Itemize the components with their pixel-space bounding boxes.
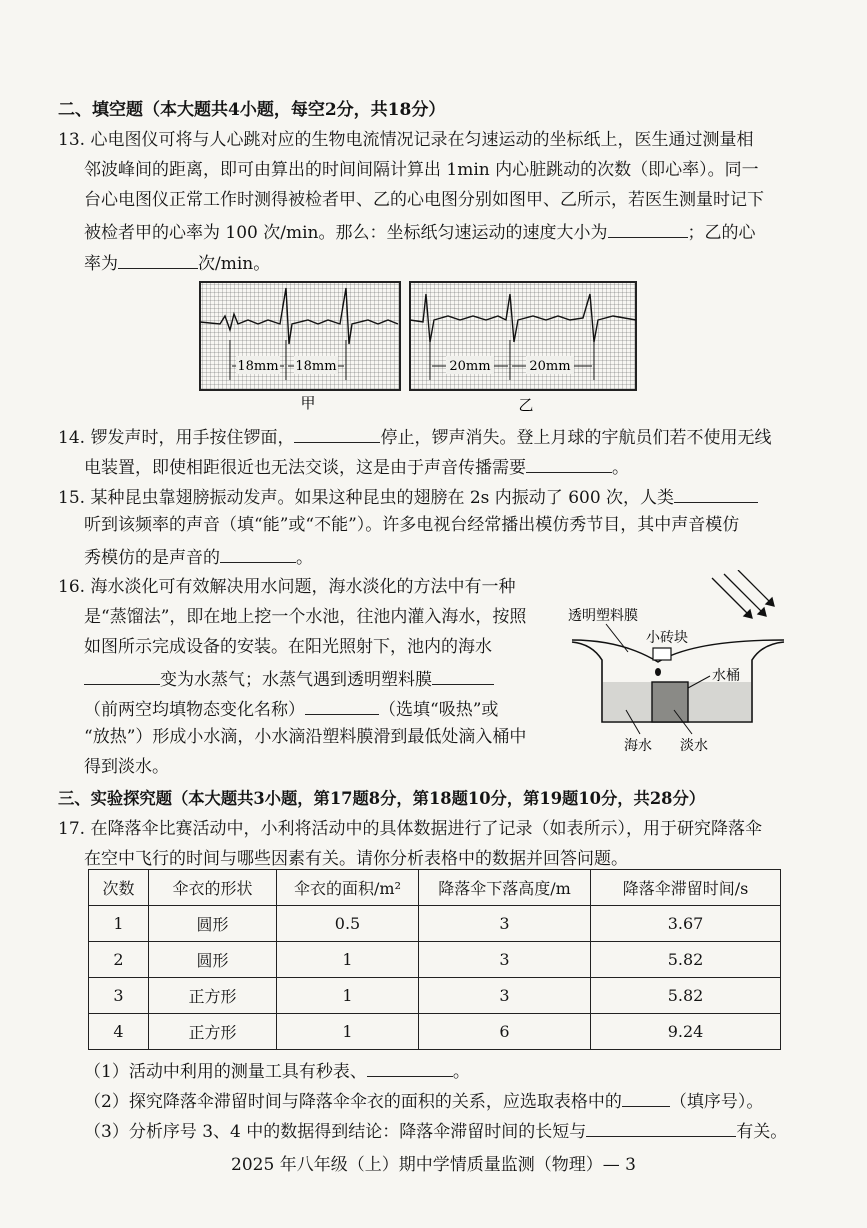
table-row xyxy=(89,942,781,978)
table-cell: 1 xyxy=(277,942,419,978)
table-row xyxy=(89,906,781,942)
q17-sub-1-text: （1）活动中利用的测量工具有秒表、 xyxy=(84,1062,367,1082)
q15-line-3 xyxy=(84,544,313,569)
q16-line-4-text: 变为水蒸气；水蒸气遇到透明塑料膜 xyxy=(160,670,432,690)
q14-line-2-text: 电装置，即使相距很近也无法交谈，这是由于声音传播需要 xyxy=(84,458,526,478)
bucket-label: 水桶 xyxy=(712,668,740,684)
ecg-jia-caption: 甲 xyxy=(300,394,316,412)
answer-blank[interactable] xyxy=(305,696,379,715)
q16-line-2: 是“蒸馏法”，即在地上挖一个水池，往池内灌入海水，按照 xyxy=(84,607,527,627)
table-header: 降落伞滞留时间/s xyxy=(591,870,781,906)
table-cell: 圆形 xyxy=(149,906,277,942)
q17-line-2: 在空中飞行的时间与哪些因素有关。请你分析表格中的数据并回答问题。 xyxy=(84,849,628,869)
table-cell: 3.67 xyxy=(591,906,781,942)
q16-line-3: 如图所示完成设备的安装。在阳光照射下，池内的海水 xyxy=(84,637,492,657)
answer-blank[interactable] xyxy=(294,424,380,443)
q15-line-1 xyxy=(58,484,758,509)
ecg-yi-caption: 乙 xyxy=(518,396,534,414)
sunlight-rays xyxy=(712,570,774,618)
table-cell: 5.82 xyxy=(591,978,781,1014)
q15-line-3-tail: 。 xyxy=(296,548,313,568)
q13-line-2: 邻波峰间的距离，即可由算出的时间间隔计算出 1min 内心脏跳动的次数（即心率）。同一 xyxy=(84,160,759,180)
q17-sub-3-text: （3）分析序号 3、4 中的数据得到结论：降落伞滞留时间的长短与 xyxy=(84,1122,587,1142)
table-cell: 9.24 xyxy=(591,1014,781,1050)
table-cell: 正方形 xyxy=(149,1014,277,1050)
bucket xyxy=(652,682,688,722)
q16-line-5 xyxy=(84,696,498,721)
ecg-figures xyxy=(198,280,648,416)
table-header-row xyxy=(89,870,781,906)
q13-line-4-tail: ；乙的心 xyxy=(687,223,756,243)
q15-line-2: 听到该频率的声音（填“能”或“不能”）。许多电视台经常播出模仿秀节目，其中声音模仿 xyxy=(84,515,740,535)
answer-blank[interactable] xyxy=(84,666,160,685)
brick-label: 小砖块 xyxy=(646,630,688,646)
answer-blank[interactable] xyxy=(526,454,612,473)
q13-line-5 xyxy=(84,250,270,275)
q13-line-3: 台心电图仪正常工作时测得被检者甲、乙的心电图分别如图甲、乙所示，若医生测量时记下 xyxy=(84,190,764,210)
q14-line-1 xyxy=(58,424,771,449)
q13-line-4 xyxy=(84,219,756,244)
table-cell: 1 xyxy=(89,906,149,942)
table-cell: 0.5 xyxy=(277,906,419,942)
ecg-jia-distance-1: 18mm xyxy=(237,359,279,374)
table-cell: 1 xyxy=(277,978,419,1014)
table-cell: 圆形 xyxy=(149,942,277,978)
q14-line-2-tail: 。 xyxy=(612,458,629,478)
ecg-grid-yi xyxy=(410,282,636,390)
answer-blank[interactable] xyxy=(367,1058,453,1077)
q14-line-1-text: 14. 锣发声时，用手按住锣面， xyxy=(58,428,295,448)
table-cell: 1 xyxy=(277,1014,419,1050)
answer-blank[interactable] xyxy=(118,250,198,269)
q17-line-1: 17. 在降落伞比赛活动中，小利将活动中的具体数据进行了记录（如表所示），用于研究降落伞 xyxy=(58,819,762,839)
distillation-figure xyxy=(562,570,802,760)
answer-blank[interactable] xyxy=(622,1088,670,1107)
q16-line-1: 16. 海水淡化可有效解决用水问题，海水淡化的方法中有一种 xyxy=(58,577,516,597)
q17-sub-2-tail: （填序号）。 xyxy=(669,1092,764,1112)
q17-sub-3 xyxy=(84,1118,787,1143)
answer-blank[interactable] xyxy=(220,544,296,563)
table-cell: 3 xyxy=(419,978,591,1014)
table-cell: 6 xyxy=(419,1014,591,1050)
table-cell: 3 xyxy=(419,906,591,942)
q17-sub-1-tail: 。 xyxy=(452,1062,470,1082)
brick xyxy=(653,648,671,660)
table-cell: 正方形 xyxy=(149,978,277,1014)
ecg-yi-distance-1: 20mm xyxy=(449,359,491,374)
table-row xyxy=(89,978,781,1014)
parachute-data-table xyxy=(88,869,781,1050)
q14-line-1-tail: 停止，锣声消失。登上月球的宇航员们若不使用无线 xyxy=(380,428,772,448)
q13-line-4-text: 被检者甲的心率为 100 次/min。那么：坐标纸匀速运动的速度大小为 xyxy=(84,223,608,243)
table-header: 伞衣的形状 xyxy=(149,870,277,906)
table-header: 伞衣的面积/m² xyxy=(277,870,419,906)
q16-line-4 xyxy=(84,666,494,691)
seawater-label: 海水 xyxy=(624,738,652,754)
q17-sub-2-text: （2）探究降落伞滞留时间与降落伞伞衣的面积的关系，应选取表格中的 xyxy=(84,1092,622,1112)
page-footer: 2025 年八年级（上）期中学情质量监测（物理）— 3 xyxy=(231,1155,636,1175)
table-header: 降落伞下落高度/m xyxy=(419,870,591,906)
answer-blank[interactable] xyxy=(586,1118,736,1137)
answer-blank[interactable] xyxy=(432,666,494,685)
section-heading-fill-in: 二、填空题（本大题共4小题，每空2分，共18分） xyxy=(58,100,446,120)
table-cell: 3 xyxy=(89,978,149,1014)
q13-line-5-tail: 次/min。 xyxy=(198,254,271,274)
section-heading-experiment: 三、实验探究题（本大题共3小题，第17题8分，第18题10分，第19题10分，共28分） xyxy=(58,789,706,808)
ecg-yi-distance-2: 20mm xyxy=(529,359,571,374)
q16-line-5-tail: （选填“吸热”或 xyxy=(379,700,499,720)
ecg-jia-distance-2: 18mm xyxy=(295,359,337,374)
table-row xyxy=(89,1014,781,1050)
q16-line-7: 得到淡水。 xyxy=(84,757,169,777)
q17-sub-1 xyxy=(84,1058,470,1083)
water-drop xyxy=(655,668,661,676)
q17-sub-2 xyxy=(84,1088,763,1113)
table-cell: 3 xyxy=(419,942,591,978)
q16-line-5-text: （前两空均填物态变化名称） xyxy=(84,700,305,720)
answer-blank[interactable] xyxy=(674,484,758,503)
q17-sub-3-tail: 有关。 xyxy=(736,1122,788,1142)
answer-blank[interactable] xyxy=(608,219,688,238)
table-cell: 5.82 xyxy=(591,942,781,978)
table-cell: 2 xyxy=(89,942,149,978)
q13-line-5-text: 率为 xyxy=(84,254,118,274)
q15-line-3-text: 秀模仿的是声音的 xyxy=(84,548,220,568)
q13-line-1: 13. 心电图仪可将与人心跳对应的生物电流情况记录在匀速运动的坐标纸上，医生通过测量相 xyxy=(58,130,754,150)
q14-line-2 xyxy=(84,454,629,479)
table-cell: 4 xyxy=(89,1014,149,1050)
table-header: 次数 xyxy=(89,870,149,906)
film-label: 透明塑料膜 xyxy=(568,608,638,624)
q16-line-6: “放热”）形成小水滴，小水滴沿塑料膜滑到最低处滴入桶中 xyxy=(84,727,527,747)
freshwater-label: 淡水 xyxy=(680,738,708,754)
q15-line-1-text: 15. 某种昆虫靠翅膀振动发声。如果这种昆虫的翅膀在 2s 内振动了 600 次，人类 xyxy=(58,488,675,508)
